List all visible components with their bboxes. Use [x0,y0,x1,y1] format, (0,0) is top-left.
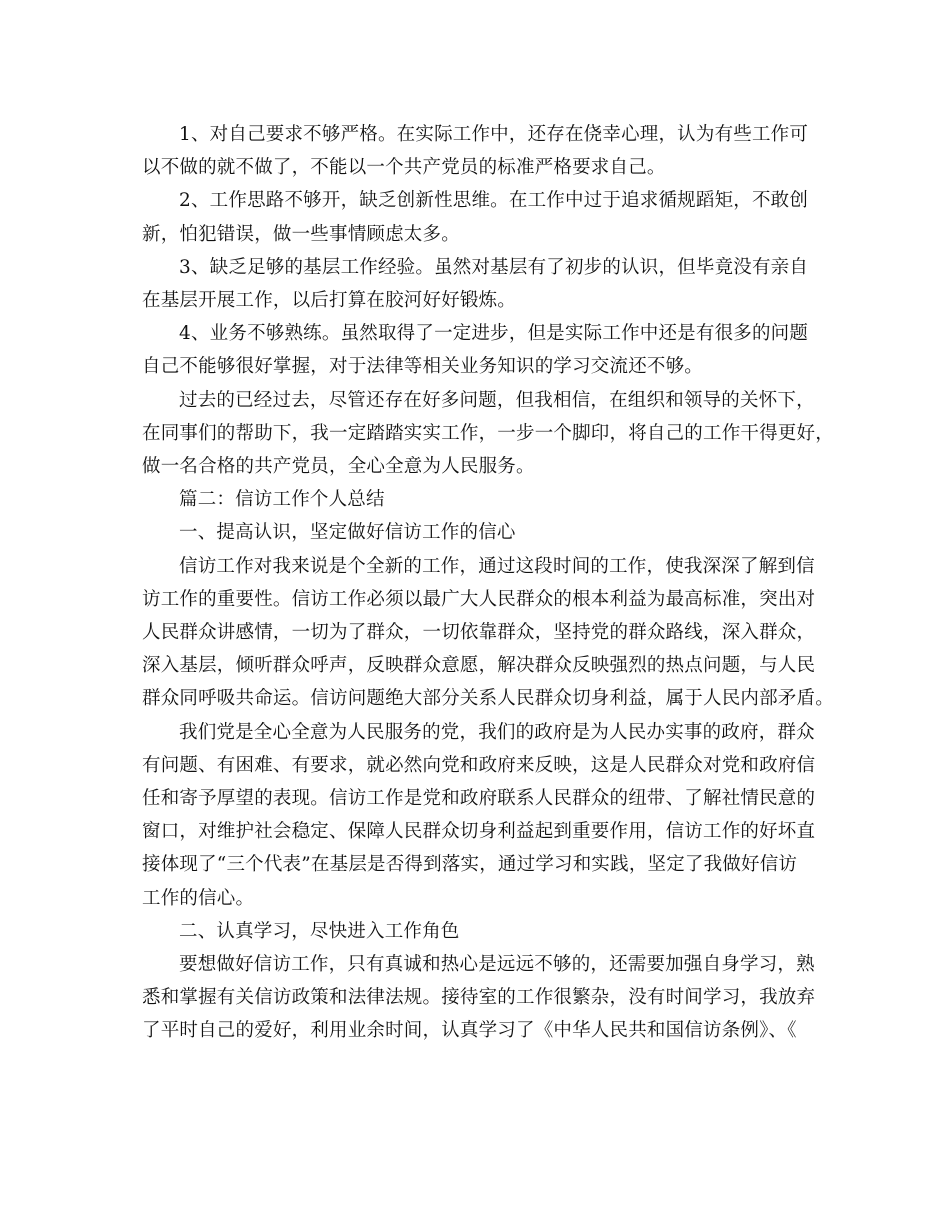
document-body [142,118,834,1048]
text-line: 了平时自己的爱好，利用业余时间，认真学习了《中华人民共和国信访条例》、《 [142,1020,797,1042]
subsection-heading: 二、认真学习，尽快进入工作角色 [179,920,460,942]
text-line: 信访工作对我来说是个全新的工作，通过这段时间的工作，使我深深了解到信 [179,555,815,577]
text-line: 做一名合格的共产党员，全心全意为人民服务。 [142,456,535,478]
text-line: 群众同呼吸共命运。信访问题绝大部分关系人民群众切身利益，属于人民内部矛盾。 [142,688,834,710]
text-line: 在同事们的帮助下，我一定踏踏实实工作，一步一个脚印，将自己的工作干得更好， [142,422,834,444]
text-line: 悉和掌握有关信访政策和法律法规。接待室的工作很繁杂，没有时间学习，我放弃 [142,987,816,1009]
subsection-heading: 一、提高认识，坚定做好信访工作的信心 [179,522,516,544]
section-heading: 篇二：信访工作个人总结 [179,489,385,511]
text-line: 人民群众讲感情，一切为了群众，一切依靠群众，坚持党的群众路线，深入群众， [142,622,816,644]
text-line: 任和寄予厚望的表现。信访工作是党和政府联系人民群众的纽带、了解社情民意的 [142,788,816,810]
text-line: 工作的信心。 [142,887,255,909]
text-line: 在基层开展工作，以后打算在胶河好好锻炼。 [142,290,517,312]
text-line: 要想做好信访工作，只有真诚和热心是远远不够的，还需要加强自身学习，熟 [179,954,815,976]
text-line: 访工作的重要性。信访工作必须以最广大人民群众的根本利益为最高标准，突出对 [142,588,816,610]
text-line: 我们党是全心全意为人民服务的党，我们的政府是为人民办实事的政府，群众 [179,721,815,743]
text-line: 4、业务不够熟练。虽然取得了一定进步，但是实际工作中还是有很多的问题 [179,323,809,345]
text-line: 过去的已经过去，尽管还存在好多问题，但我相信，在组织和领导的关怀下， [179,389,815,411]
text-line: 2、工作思路不够开，缺乏创新性思维。在工作中过于追求循规蹈矩，不敢创 [179,190,809,212]
text-line: 窗口，对维护社会稳定、保障人民群众切身利益起到重要作用，信访工作的好坏直 [142,821,816,843]
text-line: 有问题、有困难、有要求，就必然向党和政府来反映，这是人民群众对党和政府信 [142,754,816,776]
text-line: 1、对自己要求不够严格。在实际工作中，还存在侥幸心理，认为有些工作可 [179,124,809,145]
text-line: 深入基层，倾听群众呼声，反映群众意愿，解决群众反映强烈的热点问题，与人民 [142,655,816,677]
text-line: 3、缺乏足够的基层工作经验。虽然对基层有了初步的认识，但毕竟没有亲自 [179,256,809,278]
text-line: 接体现了“三个代表”在基层是否得到落实，通过学习和实践，坚定了我做好信访 [142,854,798,876]
text-line: 以不做的就不做了，不能以一个共产党员的标准严格要求自己。 [142,157,666,179]
text-line: 自己不能够很好掌握，对于法律等相关业务知识的学习交流还不够。 [142,356,704,378]
text-line: 新，怕犯错误，做一些事情顾虑太多。 [142,223,460,245]
